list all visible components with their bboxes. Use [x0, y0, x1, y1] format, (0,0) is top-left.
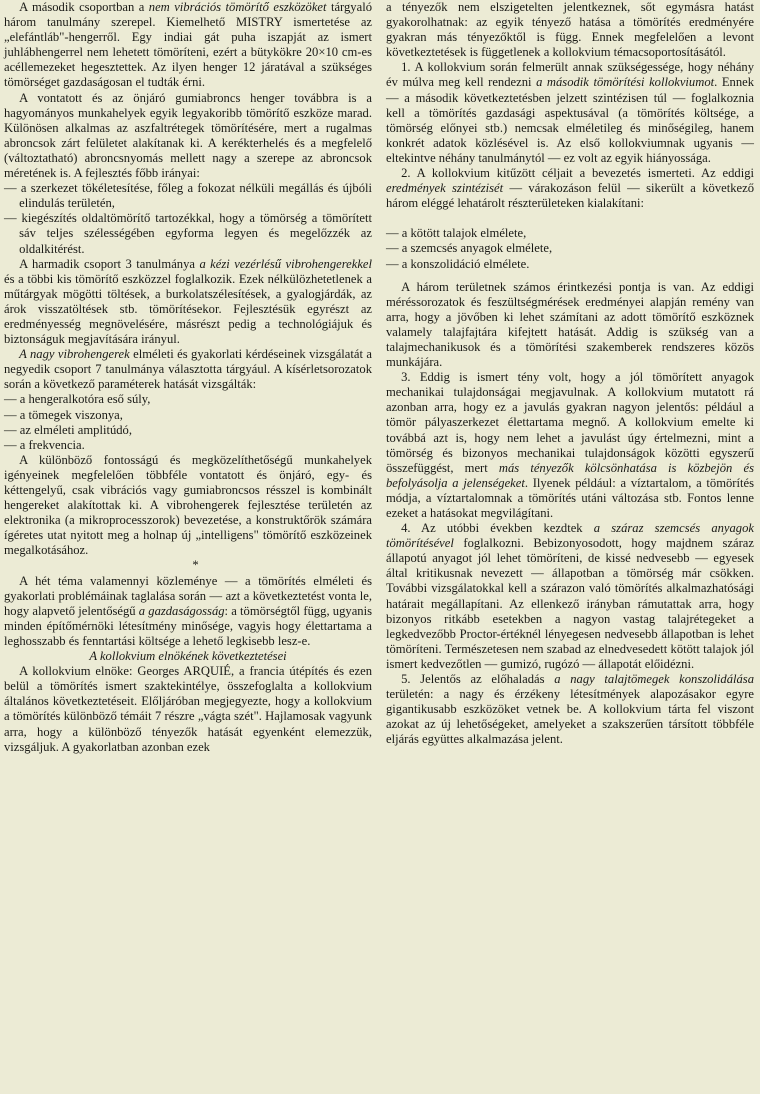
paragraph [4, 664, 372, 755]
text-run: 2. A kollokvium kitűzött céljait a bevezetés ismerteti. Az eddigi [401, 166, 754, 181]
text-run: — kiegészítés oldaltömörítő tartozékkal, hogy a tömörség a tömörített sáv teljes szélességében egyforma legyen és megelőzzék az oldalkitérést. [4, 211, 372, 256]
italic-text-run: nem vibrációs tömörítő eszközöket [148, 0, 327, 14]
list-item [4, 423, 372, 438]
text-run: 3. Eddig is ismert tény volt, hogy a jól tömörített anyagok mechanikai tulajdonságai megjavulnak. A kollokvium mutatott rá azonban arra, hogy ez a javulás gyakran nagyon jelentős: például a tömör pályaszerkezet élettartama megnő. A kollokvium emelte ki továbbá azt is, hogy nem lehet a javulást úgy értelmezni, mint a tömörség és bizonyos mechanikai tulajdonságok közötti egyszerű összefüggést, mert [386, 370, 754, 475]
paragraph [386, 672, 754, 747]
text-run: — a szerkezet tökéletesítése, főleg a fokozat nélküli megállás és újbóli elindulás területén, [4, 181, 372, 211]
paragraph [386, 166, 754, 211]
text-run: és a többi kis tömörítő eszközzel foglalkozik. Ezek nélkülözhetetlenek a műtárgyak mögötti töltések, a burkolatszélesítések, a gyalogjárdák, az árok visszatöltések stb. tömörítésekor. Fejlesztésük egyrészt az eredményesség megnövelésére, másrészt pedig a technológiájuk és biztonságuk megjavítására irányul. [4, 271, 372, 347]
paragraph [386, 370, 754, 521]
paragraph [4, 91, 372, 182]
italic-text-run: a kézi vezérlésű vibrohengerekkel [199, 256, 372, 271]
text-run: : a tömörségtől függ, ugyanis minden építőmérnöki létesítmény minősége, vagyis hogy élettartama a leghosszabb és fenntartási költsége a lehető legkisebb lesz-e. [4, 603, 372, 648]
paragraph [4, 347, 372, 392]
italic-text-run: a nagy talajtömegek konszolidálása [554, 672, 754, 687]
text-run: — az elméleti amplitúdó, [4, 422, 132, 437]
text-run: A harmadik csoport 3 tanulmánya [19, 256, 200, 271]
paragraph [4, 257, 372, 348]
paragraph [4, 453, 372, 559]
text-run: 4. Az utóbbi években kezdtek [401, 521, 594, 536]
text-run: elméleti és gyakorlati kérdéseinek vizsgálatát a negyedik csoport 7 tanulmánya választotta tárgyául. A kísérletsorozatok során a következő paraméterek hatását vizsgálták: [4, 347, 372, 392]
paragraph [4, 574, 372, 649]
text-run: — a szemcsés anyagok elmélete, [386, 241, 553, 256]
list-item [386, 226, 754, 241]
text-run: 5. Jelentős az előhaladás [401, 672, 555, 687]
paragraph [386, 521, 754, 672]
text-run: — a frekvencia. [4, 437, 85, 452]
text-run: — a tömegek viszonya, [4, 407, 123, 422]
text-run: 1. A kollokvium során felmerült annak szükségessége, hogy néhány év múlva meg kell rendezni [386, 60, 754, 90]
text-run: a tényezők nem elszigetelten jelentkeznek, sőt egymásra hatást gyakorolhatnak: az egyik tényező hatása a tömörítés eredményére gyakran más tényezőktől is függ. Ennek megfelelően a levont következtetések is függetlenek a kollokvium témacsoportosításától. [386, 0, 754, 60]
right-column [386, 0, 754, 1094]
text-run: A második csoportban a [19, 0, 149, 14]
list-item [386, 241, 754, 256]
text-run: . Ilyenek például: a víztartalom, a tömörítés módja, a víztartalomnak a tömörítés utáni változása stb. Fontos lenne ezeket a hatásokat megvilágítani. [386, 475, 754, 520]
section-separator: * [192, 558, 199, 573]
text-run: foglalkozni. Bebizonyosodott, hogy majdnem száraz állapotú anyagot jól lehet tömöríteni, de kissé nedvesebb — egyesek által kritikusnak nevezett — állapotban a tömörség már csökken. További vizsgálatokkal kell a szárazon való tömörítés alkalmazhatósági határait megállapítani. Az ellenkező irányban rámutattak arra, hogy bizonyos ritkább esetekben a nagyon vastag talajrétegeket a legkedvezőbb Proctor-értéknél lényegesen nedvesebb állapotban is lehet tömöríteni. Természetesen nem szabad az elnedvesedett kötött talajok jól ismert kedvezőtlen — gumizó, rugózó — állapotát előidézni. [386, 536, 754, 671]
list-item [4, 408, 372, 423]
text-run: A különböző fontosságú és megközelíthetőségű munkahelyek igényeinek megfelelően többféle vontatott és önjáró, egy- és kéttengelyű, csak vibrációs vagy gumiabroncsos résszel is kombinált hengereket alakítottak ki. A vibrohengerek fejlesztése területén az elektronika (a mikroprocesszorok) bevezetése, a konstruktőrök számára ígéretes utat nyitott meg a holnap új „intelligens" tömörítő eszközeinek megalkotásához. [4, 452, 372, 558]
italic-text-run: a gazdaságosság [138, 603, 225, 618]
italic-text-run: eredmények szintézisét [386, 181, 504, 196]
list-item [386, 257, 754, 272]
spacer [386, 272, 754, 280]
text-run: — várakozáson felül — sikerült a következő három eléggé lehatárolt részterületeken kialakítani: [386, 181, 754, 211]
text-run: — a hengeralkotóra eső súly, [4, 392, 151, 407]
text-run: A vontatott és az önjáró gumiabroncs henger továbbra is a hagyományos munkahelyek egyik legyakoribb tömörítő eszköze marad. Különösen alkalmas az aszfaltrétegek tömörítésére, mert a rugalmas abroncsok zárt felületet alakítanak ki. A kerékterhelés és a megfelelő (változtatható) abroncsnyomás mellett nagy a szerepe az abroncsok méretének is. A fejlesztés főbb irányai: [4, 90, 372, 181]
list-item [4, 392, 372, 407]
paragraph [4, 0, 372, 91]
text-run: A három területnek számos érintkezési pontja is van. Az eddigi méréssorozatok és feszültségmérések eredményei alapján remény van arra, hogy a jövőben ki lehet számítani az adott tömörítő eszköznek valamely talajfajtára kifejtett hatását. Addig is szükség van a talajmechanikusok és a tömörítési szakemberek rendszeres közös munkájára. [386, 279, 754, 370]
paragraph [386, 280, 754, 371]
text-run: A hét téma valamennyi közleménye — a tömörítés elméleti és gyakorlati problémáinak taglalása során — azt a következtetést vonta le, hogy alapvető jelentőségű [4, 573, 372, 618]
text-run: — a konszolidáció elmélete. [386, 256, 530, 271]
text-run: . Ennek — a második következtetésben jelzett szintézisen túl — foglalkoznia kell a tömörítés gazdasági aspektusával (a tömörítés költsége, a tömörség előnyei stb.) nemcsak elméletileg és minőségileg, hanem konkrét adatok közlésével is. Az első kollokviumnak ugyanis — eltekintve néhány tanulmánytól — ez volt az egyik hiányossága. [386, 75, 754, 165]
list-item [4, 438, 372, 453]
paragraph [386, 60, 754, 166]
list-item [4, 211, 372, 256]
text-run: tárgyaló három tanulmány szerepel. Kiemelhető MISTRY ismertetése az „elefántláb"-hengerről. Egy indiai gát puha iszapját az ismert juhlábhengerrel nem lehetett tömöríteni, ezért a bütykökre 20×10 cm-es acéllemezeket hegesztettek. Az ilyen henger 12 járatával a szükséges tömörséget gazdaságosan el tudták érni. [4, 0, 372, 90]
italic-text-run: a száraz szemcsés anyagok tömörítésével [386, 521, 754, 551]
italic-text-run: más tényezők kölcsönhatása is közbejön és befolyásolja a jelenségeket [386, 460, 754, 490]
text-run: — a kötött talajok elmélete, [386, 226, 527, 241]
italic-text-run: a második tömörítési kollokviumot [536, 75, 715, 90]
text-run: A kollokvium elnöke: Georges ARQUIÉ, a francia útépítés és ezen belül a tömörítés ismert szaktekintélye, összefoglalta a kollokvium általános következtetéseit. Előljáróban megjegyezte, hogy a kollokvium a tömörítés különböző témáit 7 részre „vágta szét". Hajlamosak vagyunk arra, hogy a különböző tényezők hatását egyenként elemezzük, vizsgáljuk. A gyakorlatban azonban ezek [4, 664, 372, 754]
left-column [4, 0, 372, 1094]
italic-text-run: A nagy vibrohengerek [19, 347, 130, 362]
paragraph [386, 0, 754, 60]
spacer [386, 211, 754, 226]
text-run: területén: a nagy és érzékeny létesítmények alapozásakor egyre gigantikusabb eszközöket vetnek be. A kollokvium tárta fel viszont azokat az új lehetőségeket, amelyeket a szakszerűen társított többféle eljárás együttes alkalmazása jelent. [386, 687, 754, 747]
list-item [4, 181, 372, 211]
section-heading: A kollokvium elnökének következtetései [89, 649, 287, 664]
